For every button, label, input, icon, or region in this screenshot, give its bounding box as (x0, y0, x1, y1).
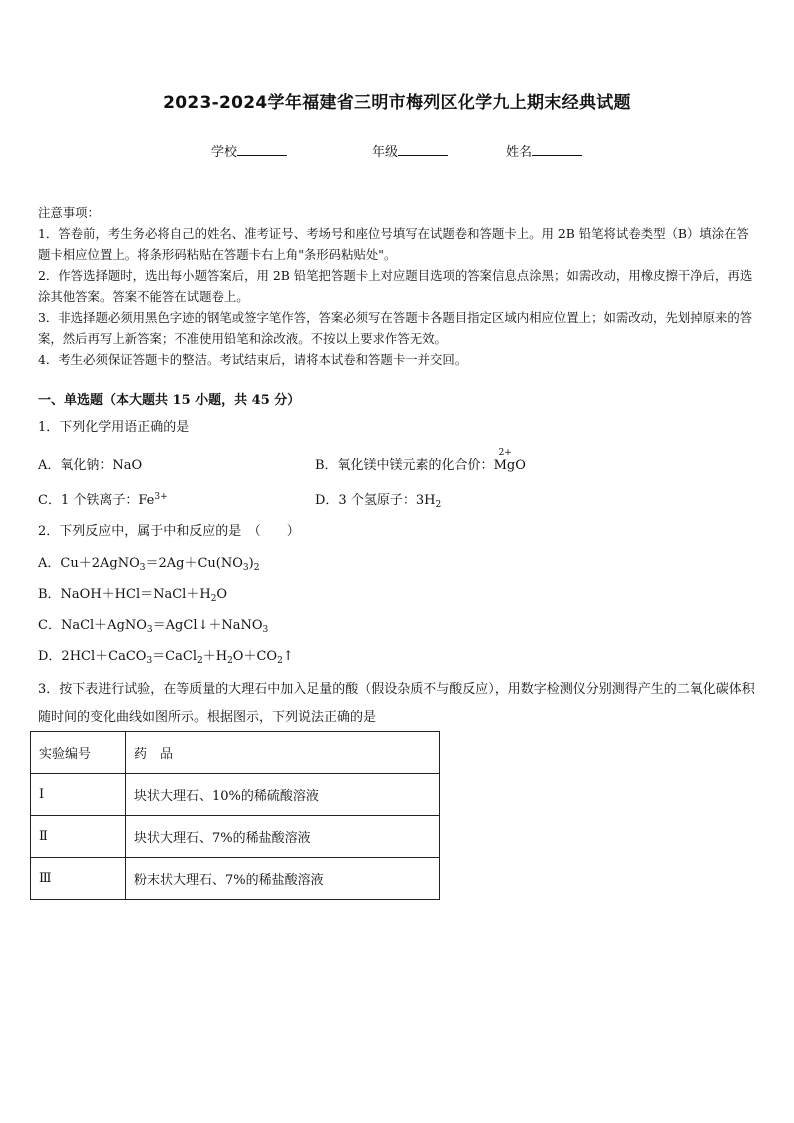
table-cell: 粉末状大理石、7%的稀盐酸溶液 (126, 858, 440, 900)
valence-formula (493, 448, 526, 473)
grade-blank[interactable] (398, 143, 448, 156)
eq-part: O＋CO (232, 649, 278, 664)
note-item: 2．作答选择题时，选出每小题答案后，用 2B 铅笔把答题卡上对应题目选项的答案信息点涂黑；如需改动，用橡皮擦干净后，再选涂其他答案。答案不能答在试题卷上。 (38, 268, 753, 304)
table-cell: Ⅰ (31, 774, 126, 816)
notes-heading: 注意事项： (38, 205, 100, 220)
q1-option-d[interactable] (315, 489, 441, 510)
q2-option-b[interactable] (38, 583, 227, 604)
name-field[interactable] (506, 141, 582, 160)
eq-part: C．NaCl＋AgNO (38, 618, 147, 633)
name-blank[interactable] (532, 143, 582, 156)
school-label: 学校 (211, 145, 238, 160)
experiment-table (30, 731, 440, 900)
note-item: 4．考生必须保证答题卡的整洁。考试结束后，请将本试卷和答题卡一并交回。 (38, 352, 468, 367)
q1-option-b-text: B．氧化镁中镁元素的化合价： (315, 458, 494, 473)
eq-sub: 2 (210, 594, 217, 604)
table-cell: 块状大理石、7%的稀盐酸溶液 (126, 816, 440, 858)
q1-option-c[interactable] (38, 489, 168, 508)
name-label: 姓名 (506, 145, 533, 160)
eq-part: ＝2Ag＋Cu(NO (145, 556, 243, 571)
grade-label: 年级 (372, 145, 399, 160)
notes-block (38, 202, 758, 370)
q1-option-c-text: C．1 个铁离子：Fe (38, 493, 155, 508)
note-item: 3．非选择题必须用黑色字迹的钢笔或签字笔作答，答案必须写在答题卡各题目指定区域内相应位置上；如需改动，先划掉原来的答案，然后再写上新答案；不准使用铅笔和涂改液。不按以上要求作答无效。 (38, 310, 753, 346)
eq-part: D．2HCl＋CaCO (38, 649, 147, 664)
table-cell: Ⅱ (31, 816, 126, 858)
eq-part: B．NaOH＋HCl＝NaCl＋H (38, 587, 211, 602)
grade-field[interactable] (372, 141, 448, 160)
q2-option-d[interactable] (38, 645, 294, 666)
q1-option-a[interactable]: A．氧化钠：NaO (38, 458, 143, 473)
table-header-cell: 实验编号 (31, 732, 126, 774)
eq-sub: 3 (146, 625, 153, 635)
q1-option-d-text: D．3 个氢原子：3H (315, 493, 436, 508)
eq-sub: 2 (253, 563, 260, 573)
valence-formula-text: MgO (493, 458, 526, 473)
eq-part: ＝AgCl↓＋NaNO (152, 618, 263, 633)
eq-sub: 3 (242, 563, 249, 573)
q2-option-a[interactable] (38, 552, 259, 573)
page-title: 2023-2024学年福建省三明市梅列区化学九上期末经典试题 (163, 93, 631, 113)
q2-stem: 2．下列反应中，属于中和反应的是 （ ） (38, 524, 300, 539)
q2-option-c[interactable] (38, 614, 268, 635)
eq-sub: 3 (139, 563, 146, 573)
school-field[interactable] (211, 141, 287, 160)
note-item: 1．答卷前，考生务必将自己的姓名、准考证号、考场号和座位号填写在试题卷和答题卡上。用 2B 铅笔将试卷类型（B）填涂在答题卡相应位置上。将条形码粘贴在答题卡右上角"条形码粘贴处"。 (38, 226, 749, 262)
school-blank[interactable] (237, 143, 287, 156)
eq-part: ↑ (282, 649, 294, 664)
eq-sub: 2 (227, 656, 233, 666)
q1-option-c-sup: 3+ (154, 492, 168, 502)
valence-charge: 2+ (498, 448, 512, 458)
q1-option-b[interactable] (315, 448, 526, 473)
table-row (31, 816, 440, 858)
q1-stem: 1．下列化学用语正确的是 (38, 420, 190, 435)
table-cell: 块状大理石、10%的稀硫酸溶液 (126, 774, 440, 816)
eq-part: A．Cu＋2AgNO (38, 556, 140, 571)
eq-sub: 2 (277, 656, 283, 666)
eq-part: ) (248, 556, 254, 571)
table-row (31, 774, 440, 816)
eq-sub: 3 (146, 656, 153, 666)
q1-option-d-sub: 2 (435, 500, 442, 510)
table-header-cell: 药 品 (126, 732, 440, 774)
table-row (31, 858, 440, 900)
eq-sub: 2 (196, 656, 203, 666)
table-header-row (31, 732, 440, 774)
q3-stem: 3．按下表进行试验，在等质量的大理石中加入足量的酸（假设杂质不与酸反应），用数字检测仪分别测得产生的二氧化碳体积随时间的变化曲线如图所示。根据图示，下列说法正确的是 (38, 682, 755, 725)
eq-sub: 3 (262, 625, 269, 635)
eq-part: ＝CaCl (152, 649, 197, 664)
section-title: 一、单选题（本大题共 15 小题，共 45 分） (38, 393, 301, 408)
eq-part: ＋H (202, 649, 228, 664)
table-cell: Ⅲ (31, 858, 126, 900)
eq-part: O (216, 587, 228, 602)
